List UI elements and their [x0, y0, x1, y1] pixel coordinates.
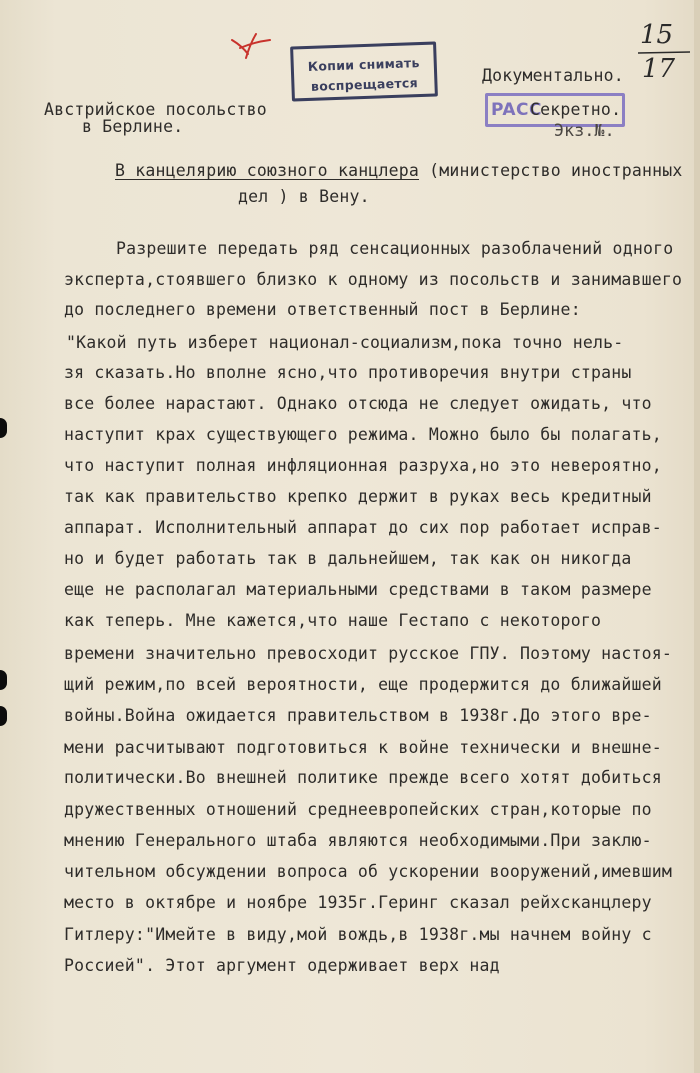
recipient-line-2: дел ) в Вену.	[238, 187, 370, 206]
body-line: аппарат. Исполнительный аппарат до сих пор работает исправ-	[64, 518, 662, 537]
body-line: мени расчитывают подготовиться к войне технически и внешне-	[64, 738, 662, 757]
body-line: место в октябре и ноябре 1935г.Геринг сказал рейхсканцлеру	[64, 893, 652, 912]
sender-line-2: в Берлине.	[82, 117, 184, 136]
recipient-rest: (министерство иностранных	[419, 161, 683, 180]
body-line: дружественных отношений среднеевропейских стран,которые по	[64, 800, 652, 819]
body-line: но и будет работать так в дальнейшем, так как он никогда	[64, 549, 632, 568]
copy-prohibited-stamp	[290, 41, 438, 101]
body-line: чительном обсуждении вопроса об ускорении вооружений,имевшим	[64, 862, 673, 881]
stamp-line: воспрещается	[310, 75, 419, 94]
stamp-line: Копии снимать	[307, 55, 420, 74]
folio-number	[636, 20, 696, 90]
body-line: войны.Война ожидается правительством в 1938г.До этого вре-	[64, 706, 652, 725]
doc-type: Документально.	[482, 66, 624, 85]
body-line: еще не располагал материальными средствами в таком размере	[64, 580, 652, 599]
body-line: так как правительство крепко держит в руках весь кредитный	[64, 487, 652, 506]
punch-hole	[0, 418, 7, 438]
stamp-text: PACC	[491, 100, 543, 120]
body-line: "Какой путь изберет национал-социализм,пока точно нель-	[66, 333, 624, 352]
body-line: до последнего времени ответственный пост в Берлине:	[64, 300, 581, 319]
body-line: Россией". Этот аргумент одерживает верх над	[64, 956, 500, 975]
secret-label: Секретно.	[530, 100, 622, 119]
recipient-line-1	[115, 161, 683, 181]
sender-line-1: Австрийское посольство	[44, 100, 267, 119]
body-line: Гитлеру:"Имейте в виду,мой вождь,в 1938г.мы начнем войну с	[64, 925, 652, 944]
paper-edge	[694, 0, 700, 1073]
body-line: политически.Во внешней политике прежде всего хотят добиться	[64, 768, 662, 787]
body-line: зя сказать.Но вполне ясно,что противоречия внутри страны	[64, 363, 632, 382]
body-line: щий режим,по всей вероятности, еще продержится до ближайшей	[64, 675, 662, 694]
body-line: мнению Генерального штаба являются необходимыми.При заклю-	[64, 831, 652, 850]
body-line: что наступит полная инфляционная разруха,но это невероятно,	[64, 456, 662, 475]
body-line: все более нарастают. Однако отсюда не следует ожидать, что	[64, 394, 652, 413]
body-line: как теперь. Мне кажется,что наше Гестапо с некоторого	[64, 611, 602, 630]
body-line: Разрешите передать ряд сенсационных разоблачений одного	[116, 239, 674, 258]
recipient-underlined: В канцелярию союзного канцлера	[115, 161, 420, 180]
body-line: времени значительно превосходит русское ГПУ. Поэтому настоя-	[64, 644, 673, 663]
body-line: наступит крах существующего режима. Можно было бы полагать,	[64, 425, 662, 444]
punch-hole	[0, 706, 7, 726]
folio-bottom: 17	[642, 54, 676, 84]
punch-hole	[0, 670, 7, 690]
body-line: эксперта,стоявшего близко к одному из посольств и занимавшего	[64, 270, 683, 289]
folio-top: 15	[640, 20, 674, 50]
red-pencil-mark	[228, 30, 274, 62]
copy-number: Экз.№.	[554, 121, 615, 140]
